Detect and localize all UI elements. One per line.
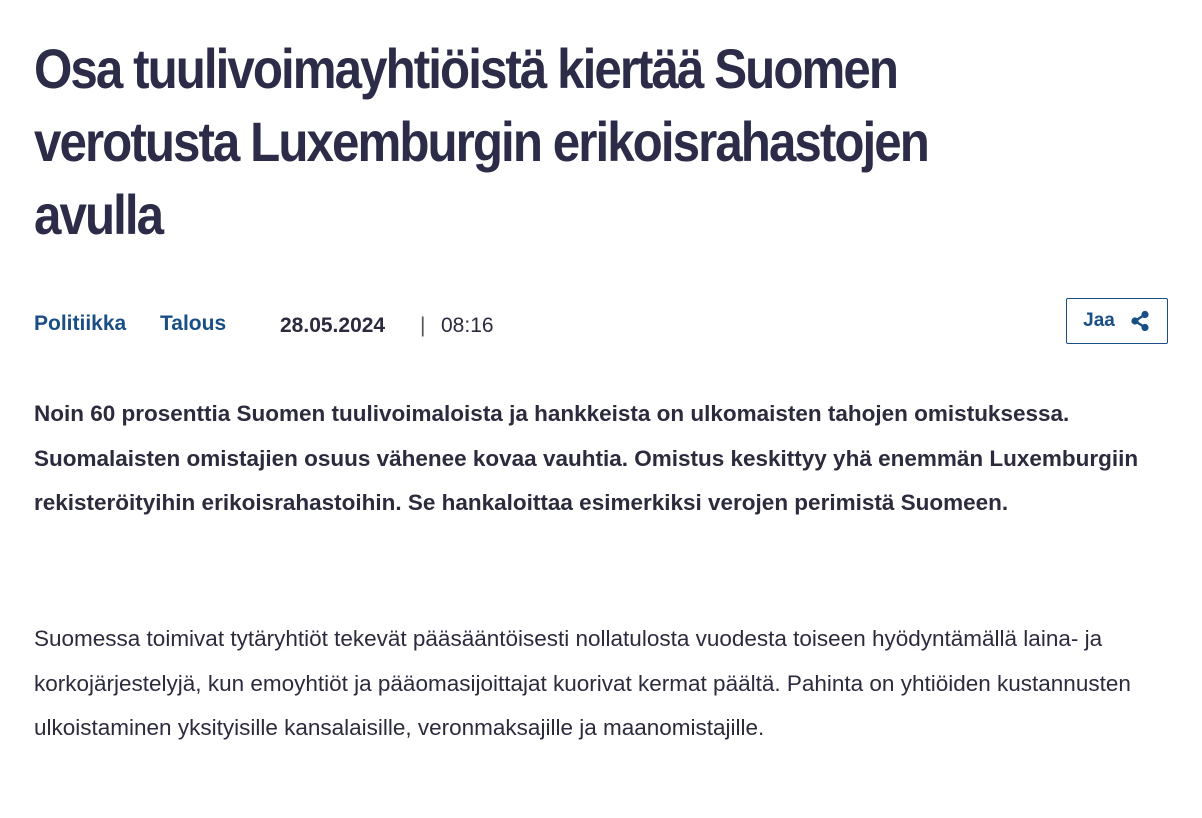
date-time-separator: |: [420, 314, 426, 337]
article-body-paragraph: Suomessa toimivat tytäryhtiöt tekevät pääsääntöisesti nollatulosta vuodesta toiseen hyödyntämällä laina- ja korkojärjestelyjä, kun emoyhtiöt ja pääomasijoittajat kuorivat kermat päältä. Pahinta on yhtiöiden kustannusten ulkoistaminen yksityisille kansalaisille, veronmaksajille ja maanomistajille.: [34, 626, 1131, 740]
publish-time: 08:16: [441, 314, 494, 337]
category-link-politiikka[interactable]: Politiikka: [34, 312, 127, 335]
share-icon: [1129, 310, 1151, 332]
article-title: Osa tuulivoimayhtiöistä kiertää Suomen verotusta Luxemburgin erikoisrahastojen avulla: [34, 37, 928, 246]
share-button[interactable]: [1066, 298, 1168, 344]
article-meta: [34, 306, 1168, 350]
category-link-talous[interactable]: Talous: [160, 312, 227, 335]
share-button-label: Jaa: [1083, 310, 1115, 331]
article-lead: Noin 60 prosenttia Suomen tuulivoimaloista ja hankkeista on ulkomaisten tahojen omistuksessa. Suomalaisten omistajien osuus vähenee kovaa vauhtia. Omistus keskittyy yhä enemmän Luxemburgiin rekisteröityihin erikoisrahastoihin. Se hankaloittaa esimerkiksi verojen perimistä Suomeen.: [34, 401, 1139, 515]
publish-date: 28.05.2024: [280, 314, 386, 337]
